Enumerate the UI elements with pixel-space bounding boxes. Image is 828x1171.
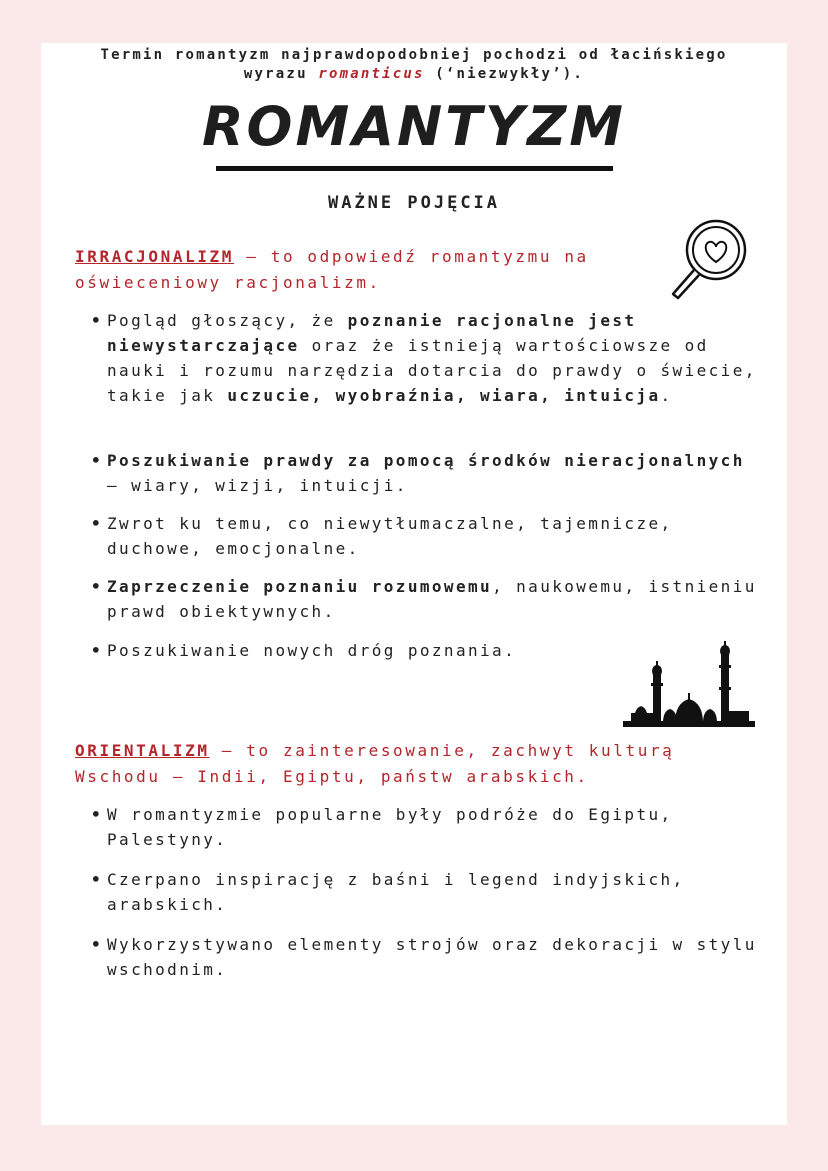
list-item — [91, 574, 757, 624]
text-run: Wykorzystywano elementy strojów oraz dekoracji w stylu wschodnim. — [107, 935, 757, 979]
text-run: Czerpano inspirację z baśni i legend indyjskich, arabskich. — [107, 870, 685, 914]
intro-line-2 — [41, 65, 787, 84]
text-run: Pogląd głoszący, że — [107, 311, 348, 330]
bold-text: Zaprzeczenie poznaniu rozumowemu — [107, 577, 493, 596]
bold-text: Poszukiwanie prawdy za pomocą środków nieracjonalnych — [107, 451, 745, 470]
term-orientalizm: ORIENTALIZM — [75, 741, 210, 760]
section-subheading: WAŻNE POJĘCIA — [327, 193, 501, 213]
intro-line-2-start: wyrazu — [243, 66, 319, 82]
document-page — [41, 43, 787, 1125]
definition-irracjonalizm: – to odpowiedź romantyzmu na oświeceniowy racjonalizm. — [75, 247, 589, 292]
definition-orientalizm: – to zainteresowanie, zachwyt kulturą Wschodu – Indii, Egiptu, państw arabskich. — [75, 741, 675, 786]
intro-line-1: Termin romantyzm najprawdopodobniej pochodzi od łacińskiego — [100, 47, 728, 63]
list-item — [91, 511, 757, 561]
section-orientalizm-heading — [75, 738, 735, 790]
text-run: – wiary, wizji, intuicji. — [107, 476, 408, 495]
text-run: , naukowemu, istnieniu prawd obiektywnych. — [107, 577, 757, 621]
list-item — [91, 448, 757, 498]
title-underline — [216, 166, 613, 171]
text-run: oraz że istnieją wartościowsze od nauki i rozumu narzędzia dotarcia do prawdy o świecie, takie jak — [107, 336, 757, 405]
intro-line-2-end: (‘niezwykły’). — [424, 66, 585, 82]
text-run: Poszukiwanie nowych dróg poznania. — [107, 641, 517, 660]
section-irracjonalizm-heading — [75, 244, 635, 296]
list-item — [91, 932, 757, 982]
page-title: ROMANTYZM — [201, 95, 627, 158]
list-item — [91, 802, 757, 852]
list-item — [91, 867, 757, 917]
intro-latin-word: romanticus — [318, 66, 425, 82]
list-item — [91, 308, 757, 408]
text-run: . — [660, 386, 673, 405]
bold-text: uczucie, wyobraźnia, wiara, intuicja — [227, 386, 661, 405]
text-run: W romantyzmie popularne były podróże do Egiptu, Palestyny. — [107, 805, 673, 849]
intro-text — [41, 46, 787, 84]
mosque-silhouette-icon — [623, 641, 755, 731]
bold-text: poznanie racjonalne jest niewystarczające — [107, 311, 637, 355]
term-irracjonalizm: IRRACJONALIZM — [75, 247, 235, 266]
text-run: Zwrot ku temu, co niewytłumaczalne, tajemnicze, duchowe, emocjonalne. — [107, 514, 673, 558]
magnifier-heart-icon — [661, 218, 751, 303]
